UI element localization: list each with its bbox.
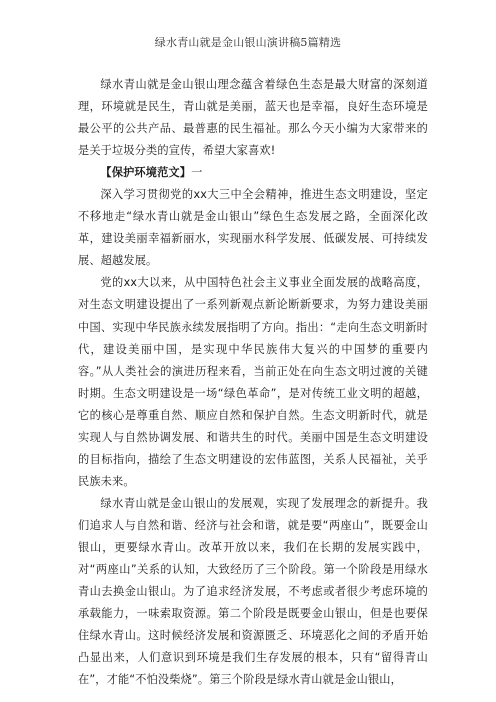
body-paragraph-3: 绿水青山就是金山银山的发展观，实现了发展理念的新提升。我们追求人与自然和谐、经济与社会和谐，就是要“两座山”，既要金山银山，更要绿水青山。改革开放以来，我们在长期的发展实践中，对“两座山”关系的认知，大致经历了三个阶段。第一个阶段是用绿水青山去换金山银山。为了追求经济发展，不考虑或者很少考虑环境的承载能力，一味索取资源。第二个阶段是既要金山银山，但是也要保住绿水青山。这时候经济发展和资源匮乏、环境恶化之间的矛盾开始凸显出来，人们意识到环境是我们生存发展的根本，只有“留得青山在”，才能“不怕没柴烧”。第三个阶段是绿水青山就是金山银山， [78, 496, 428, 687]
section-heading [78, 162, 428, 184]
document-body [78, 74, 428, 691]
section-heading-bold: 【保护环境范文】 [100, 166, 192, 180]
document-title: 绿水青山就是金山银山演讲稿5篇精选 [154, 36, 342, 49]
body-paragraph-2: 党的xx大以来，从中国特色社会主义事业全面发展的战略高度，对生态文明建设提出了一系列新观点新论断新要求，为努力建设美丽中国、实现中华民族永续发展指明了方向。指出：“走向生态文明新时代，建设美丽中国，是实现中华民族伟大复兴的中国梦的重要内容。”从人类社会的演进历程来看，当前正处在向生态文明过渡的关键时期。生态文明建设是一场“绿色革命”，是对传统工业文明的超越，它的核心是尊重自然、顺应自然和保护自然。生态文明新时代，就是实现人与自然协调发展、和谐共生的时代。美丽中国是生态文明建设的目标指向，描绘了生态文明建设的宏伟蓝图，关系人民福祉，关乎民族未来。 [78, 276, 428, 488]
intro-paragraph: 绿水青山就是金山银山理念蕴含着绿色生态是最大财富的深刻道理，环境就是民生，青山就是美丽，蓝天也是幸福，良好生态环境是最公平的公共产品、最普惠的民生福祉。那么今天小编为大家带来的是关于垃圾分类的宣传，希望大家喜欢! [78, 78, 428, 158]
section-heading-number: 一 [191, 166, 203, 180]
body-paragraph-1: 深入学习贯彻党的xx大三中全会精神，推进生态文明建设，坚定不移地走“绿水青山就是金山银山”绿色生态发展之路，全面深化改革，建设美丽幸福新丽水，实现丽水科学发展、低碳发展、可持续发展、超越发展。 [78, 188, 428, 268]
